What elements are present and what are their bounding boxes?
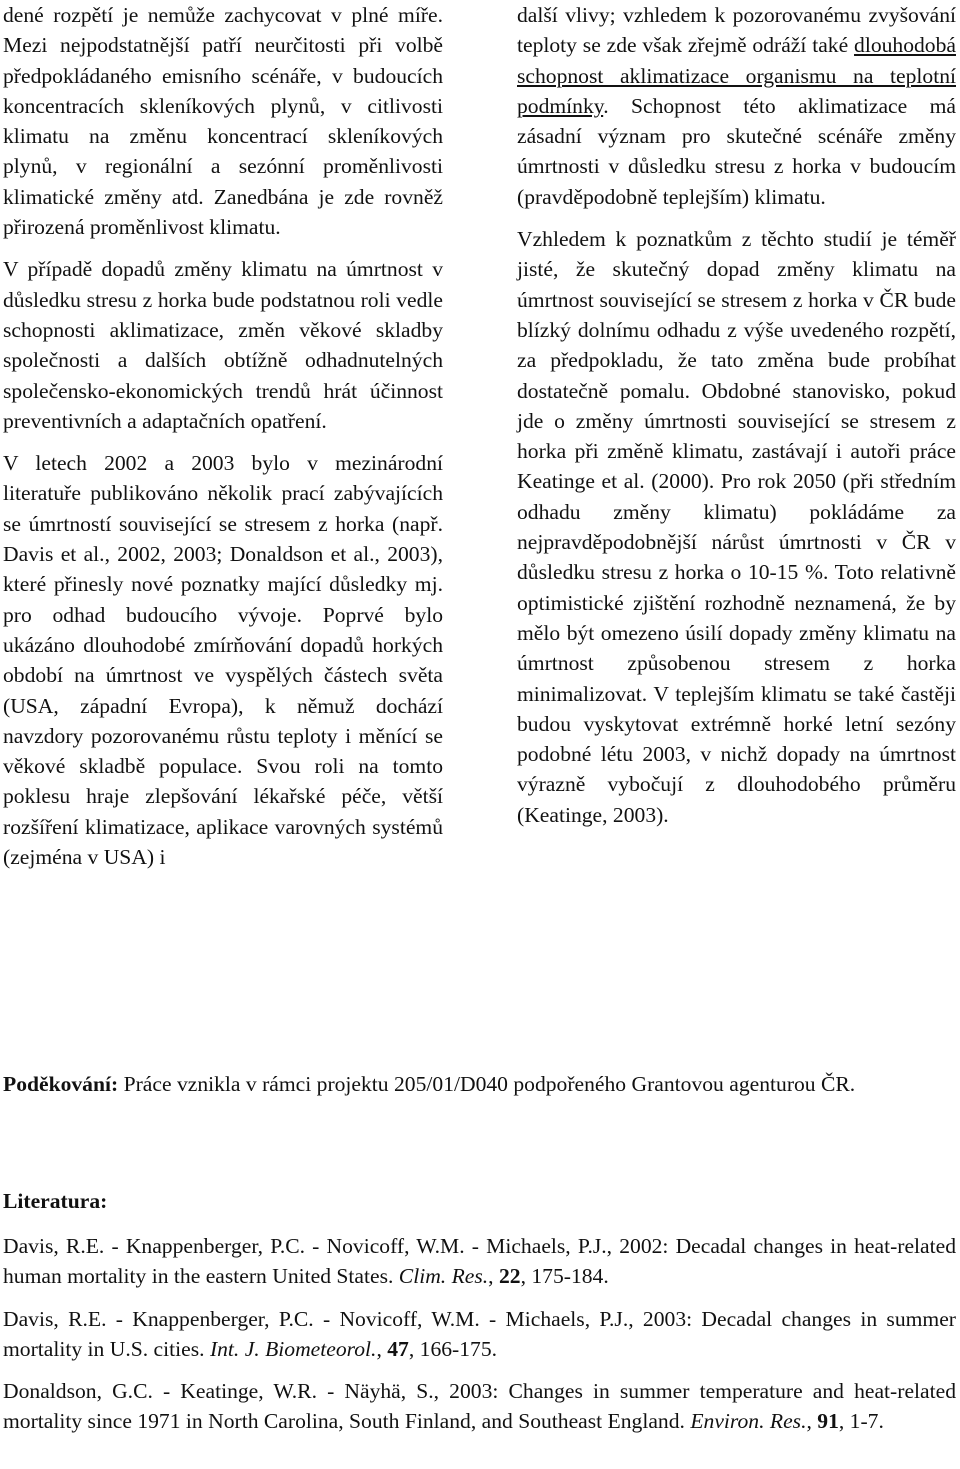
left-column xyxy=(3,0,443,872)
reference-journal: Environ. Res. xyxy=(690,1409,807,1434)
reference-separator: , xyxy=(488,1264,499,1289)
right-paragraph-1 xyxy=(517,0,956,212)
reference-journal: Int. J. Biometeorol. xyxy=(209,1336,377,1361)
reference-volume: 91 xyxy=(817,1409,839,1434)
reference-authors-title: Davis, R.E. - Knappenberger, P.C. - Novicoff, W.M. - Michaels, P.J., 2003: Decadal changes in summer mortality in U.S. cities. xyxy=(3,1306,956,1361)
reference-journal: Clim. Res. xyxy=(398,1264,489,1289)
reference-list xyxy=(3,1231,956,1437)
reference-item xyxy=(3,1304,956,1365)
left-paragraph-2: V případě dopadů změny klimatu na úmrtnost v důsledku stresu z horka bude podstatnou roli vedle schopnosti aklimatizace, změn věkové skladby společnosti a dalších obtížně odhadnutelných společensko-ekonomických trendů hrát účinnost preventivních a adaptačních opatření. xyxy=(3,257,443,433)
reference-volume: 47 xyxy=(387,1336,409,1361)
reference-item xyxy=(3,1376,956,1437)
reference-separator: , xyxy=(376,1336,388,1361)
literature-heading: Literatura: xyxy=(3,1189,108,1213)
reference-authors-title: Davis, R.E. - Knappenberger, P.C. - Novicoff, W.M. - Michaels, P.J., 2002: Decadal changes in heat-related human mortality in the eastern United States. xyxy=(3,1234,956,1289)
right-paragraph-2: Vzhledem k poznatkům z těchto studií je téměř jisté, že skutečný dopad změny klimatu na úmrtnost související se stresem z horka v ČR bude blízký dolnímu odhadu z výše uvedeného rozpětí, za předpokladu, že tato změna bude probíhat dostatečně pomalu. Obdobné stanovisko, pokud jde o změny úmrtnosti související se stresem z horka při změně klimatu, zastávají i autoři práce Keatinge et al. (2000). Pro rok 2050 (při středním odhadu změny klimatu) pokládáme za nejpravděpodobnější nárůst úmrtnosti v ČR v důsledku stresu z horka o 10-15 %. Toto relativně optimistické zjištění rozhodně neznamená, že by mělo být omezeno úsilí dopady změny klimatu na úmrtnost způsobenou stresem z horka minimalizovat. V teplejším klimatu se také častěji budou vyskytovat extrémně horké letní sezóny podobné létu 2003, v nichž dopady na úmrtnost výrazně vybočují z dlouhodobého průměru (Keatinge, 2003). xyxy=(517,227,956,827)
left-paragraph-1: dené rozpětí je nemůže zachycovat v plné míře. Mezi nejpodstatnější patří neurčitosti při volbě předpokládaného emisního scénáře, v budoucích koncentracích skleníkových plynů, v citlivosti klimatu na změnu koncentrací skleníkových plynů, v regionální a sezónní proměnlivosti klimatické změny atd. Zanedbána je zde rovněž přirozená proměnlivost klimatu. xyxy=(3,3,443,240)
reference-volume: 22 xyxy=(498,1264,521,1289)
right-paragraph-1-end: . Schopnost této aklimatizace má zásadní význam pro skutečné scénáře změny úmrtnosti v důsledku stresu z horka v budoucím (pravděpodobně teplejším) klimatu. xyxy=(517,93,956,209)
acknowledgement-text: Práce vznikla v rámci projektu 205/01/D040 podpořeného Grantovou agenturou ČR. xyxy=(118,1072,856,1096)
acknowledgement-label: Poděkování: xyxy=(3,1072,119,1096)
reference-authors-title: Donaldson, G.C. - Keatinge, W.R. - Näyhä, S., 2003: Changes in summer temperature and heat-related mortality since 1971 in North Carolina, South Finland, and Southeast England. xyxy=(3,1379,956,1434)
left-paragraph-3: V letech 2002 a 2003 bylo v mezinárodní literatuře publikováno několik prací zabývajících se úmrtností související se stresem z horka (např. Davis et al., 2002, 2003; Donaldson et al., 2003), které přinesly nové poznatky mající důsledky mj. pro odhad budoucího vývoje. Poprvé bylo ukázáno dlouhodobé zmírňování dopadů horkých období na úmrtnost ve vyspělých částech světa (USA, západní Evropa), k němuž dochází navzdory pozorovanému růstu teploty i měnící se věkové skladbě populace. Svou roli na tomto poklesu hraje zlepšování lékařské péče, větší rozšíření klimatizace, aplikace varovných systémů (zejména v USA) i xyxy=(3,451,443,870)
right-column xyxy=(517,0,956,830)
reference-pages: , 166-175. xyxy=(408,1336,498,1361)
reference-separator: , xyxy=(806,1409,818,1434)
reference-pages: , 1-7. xyxy=(838,1409,884,1434)
underlined-phrase: dlouhodobá schopnost aklimatizace organismu na teplotní podmínky xyxy=(517,33,956,118)
acknowledgement xyxy=(3,1069,956,1099)
reference-pages: , 175-184. xyxy=(520,1264,609,1289)
reference-item xyxy=(3,1231,956,1292)
right-paragraph-1-start: další vlivy; vzhledem k pozorovanému zvyšování teploty se zde však zřejmě odráží také xyxy=(517,3,956,58)
